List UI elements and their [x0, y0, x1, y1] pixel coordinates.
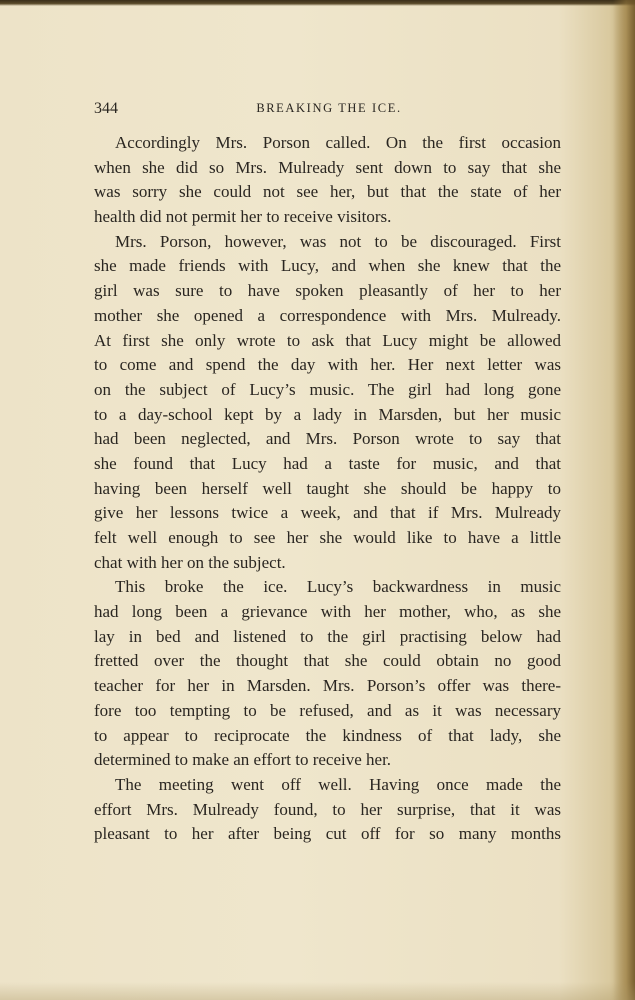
text-line: girl was sure to have spoken pleasantly of her to her: [94, 281, 561, 301]
text-line: lay in bed and listened to the girl practising below had: [94, 626, 561, 646]
text-line: had long been a grievance with her mother, who, as she: [94, 602, 561, 622]
text-line: give her lessons twice a week, and that if Mrs. Mulready: [94, 503, 561, 523]
text-line: was sorry she could not see her, but that the state of her: [94, 182, 561, 202]
text-line: having been herself well taught she should be happy to: [94, 478, 561, 498]
text-line: to a day-school kept by a lady in Marsden, but her music: [94, 404, 561, 424]
text-line: effort Mrs. Mulready found, to her surprise, that it was: [94, 799, 561, 819]
text-line: to appear to reciprocate the kindness of that lady, she: [94, 725, 561, 745]
body-text: [94, 131, 561, 847]
text-line: Accordingly Mrs. Porson called. On the first occasion: [115, 133, 561, 152]
page-number: 344: [94, 100, 118, 117]
text-line: health did not permit her to receive visitors.: [94, 207, 392, 227]
running-head: BREAKING THE ICE.: [256, 101, 402, 115]
page-top-edge: [0, 0, 635, 6]
text-line: to come and spend the day with her. Her next letter was: [94, 355, 561, 375]
page-bottom-shadow: [0, 982, 635, 1000]
page-header: [94, 100, 564, 122]
text-line: pleasant to her after being cut off for so many months: [94, 824, 561, 844]
text-line: fore too tempting to be refused, and as it was necessary: [94, 700, 561, 720]
text-line: chat with her on the subject.: [94, 552, 286, 572]
text-line: had been neglected, and Mrs. Porson wrote to say that: [94, 429, 561, 449]
text-line: This broke the ice. Lucy’s backwardness in music: [115, 577, 561, 597]
text-line: mother she opened a correspondence with Mrs. Mulready.: [94, 305, 561, 325]
text-line: fretted over the thought that she could obtain no good: [94, 651, 561, 671]
text-line: At first she only wrote to ask that Lucy might be allowed: [94, 330, 561, 350]
text-line: The meeting went off well. Having once made the: [115, 774, 561, 794]
text-line: felt well enough to see her she would like to have a little: [94, 528, 561, 547]
text-line: on the subject of Lucy’s music. The girl had long gone: [94, 379, 561, 399]
text-line: determined to make an effort to receive her.: [94, 750, 392, 770]
page-binding-shadow: [613, 0, 635, 1000]
text-line: teacher for her in Marsden. Mrs. Porson’s offer was there-: [94, 676, 561, 696]
text-line: when she did so Mrs. Mulready sent down to say that she: [94, 157, 561, 177]
text-line: she found that Lucy had a taste for music, and that: [94, 453, 561, 473]
text-line: Mrs. Porson, however, was not to be discouraged. First: [115, 231, 561, 251]
text-line: she made friends with Lucy, and when she knew that the: [94, 256, 561, 276]
